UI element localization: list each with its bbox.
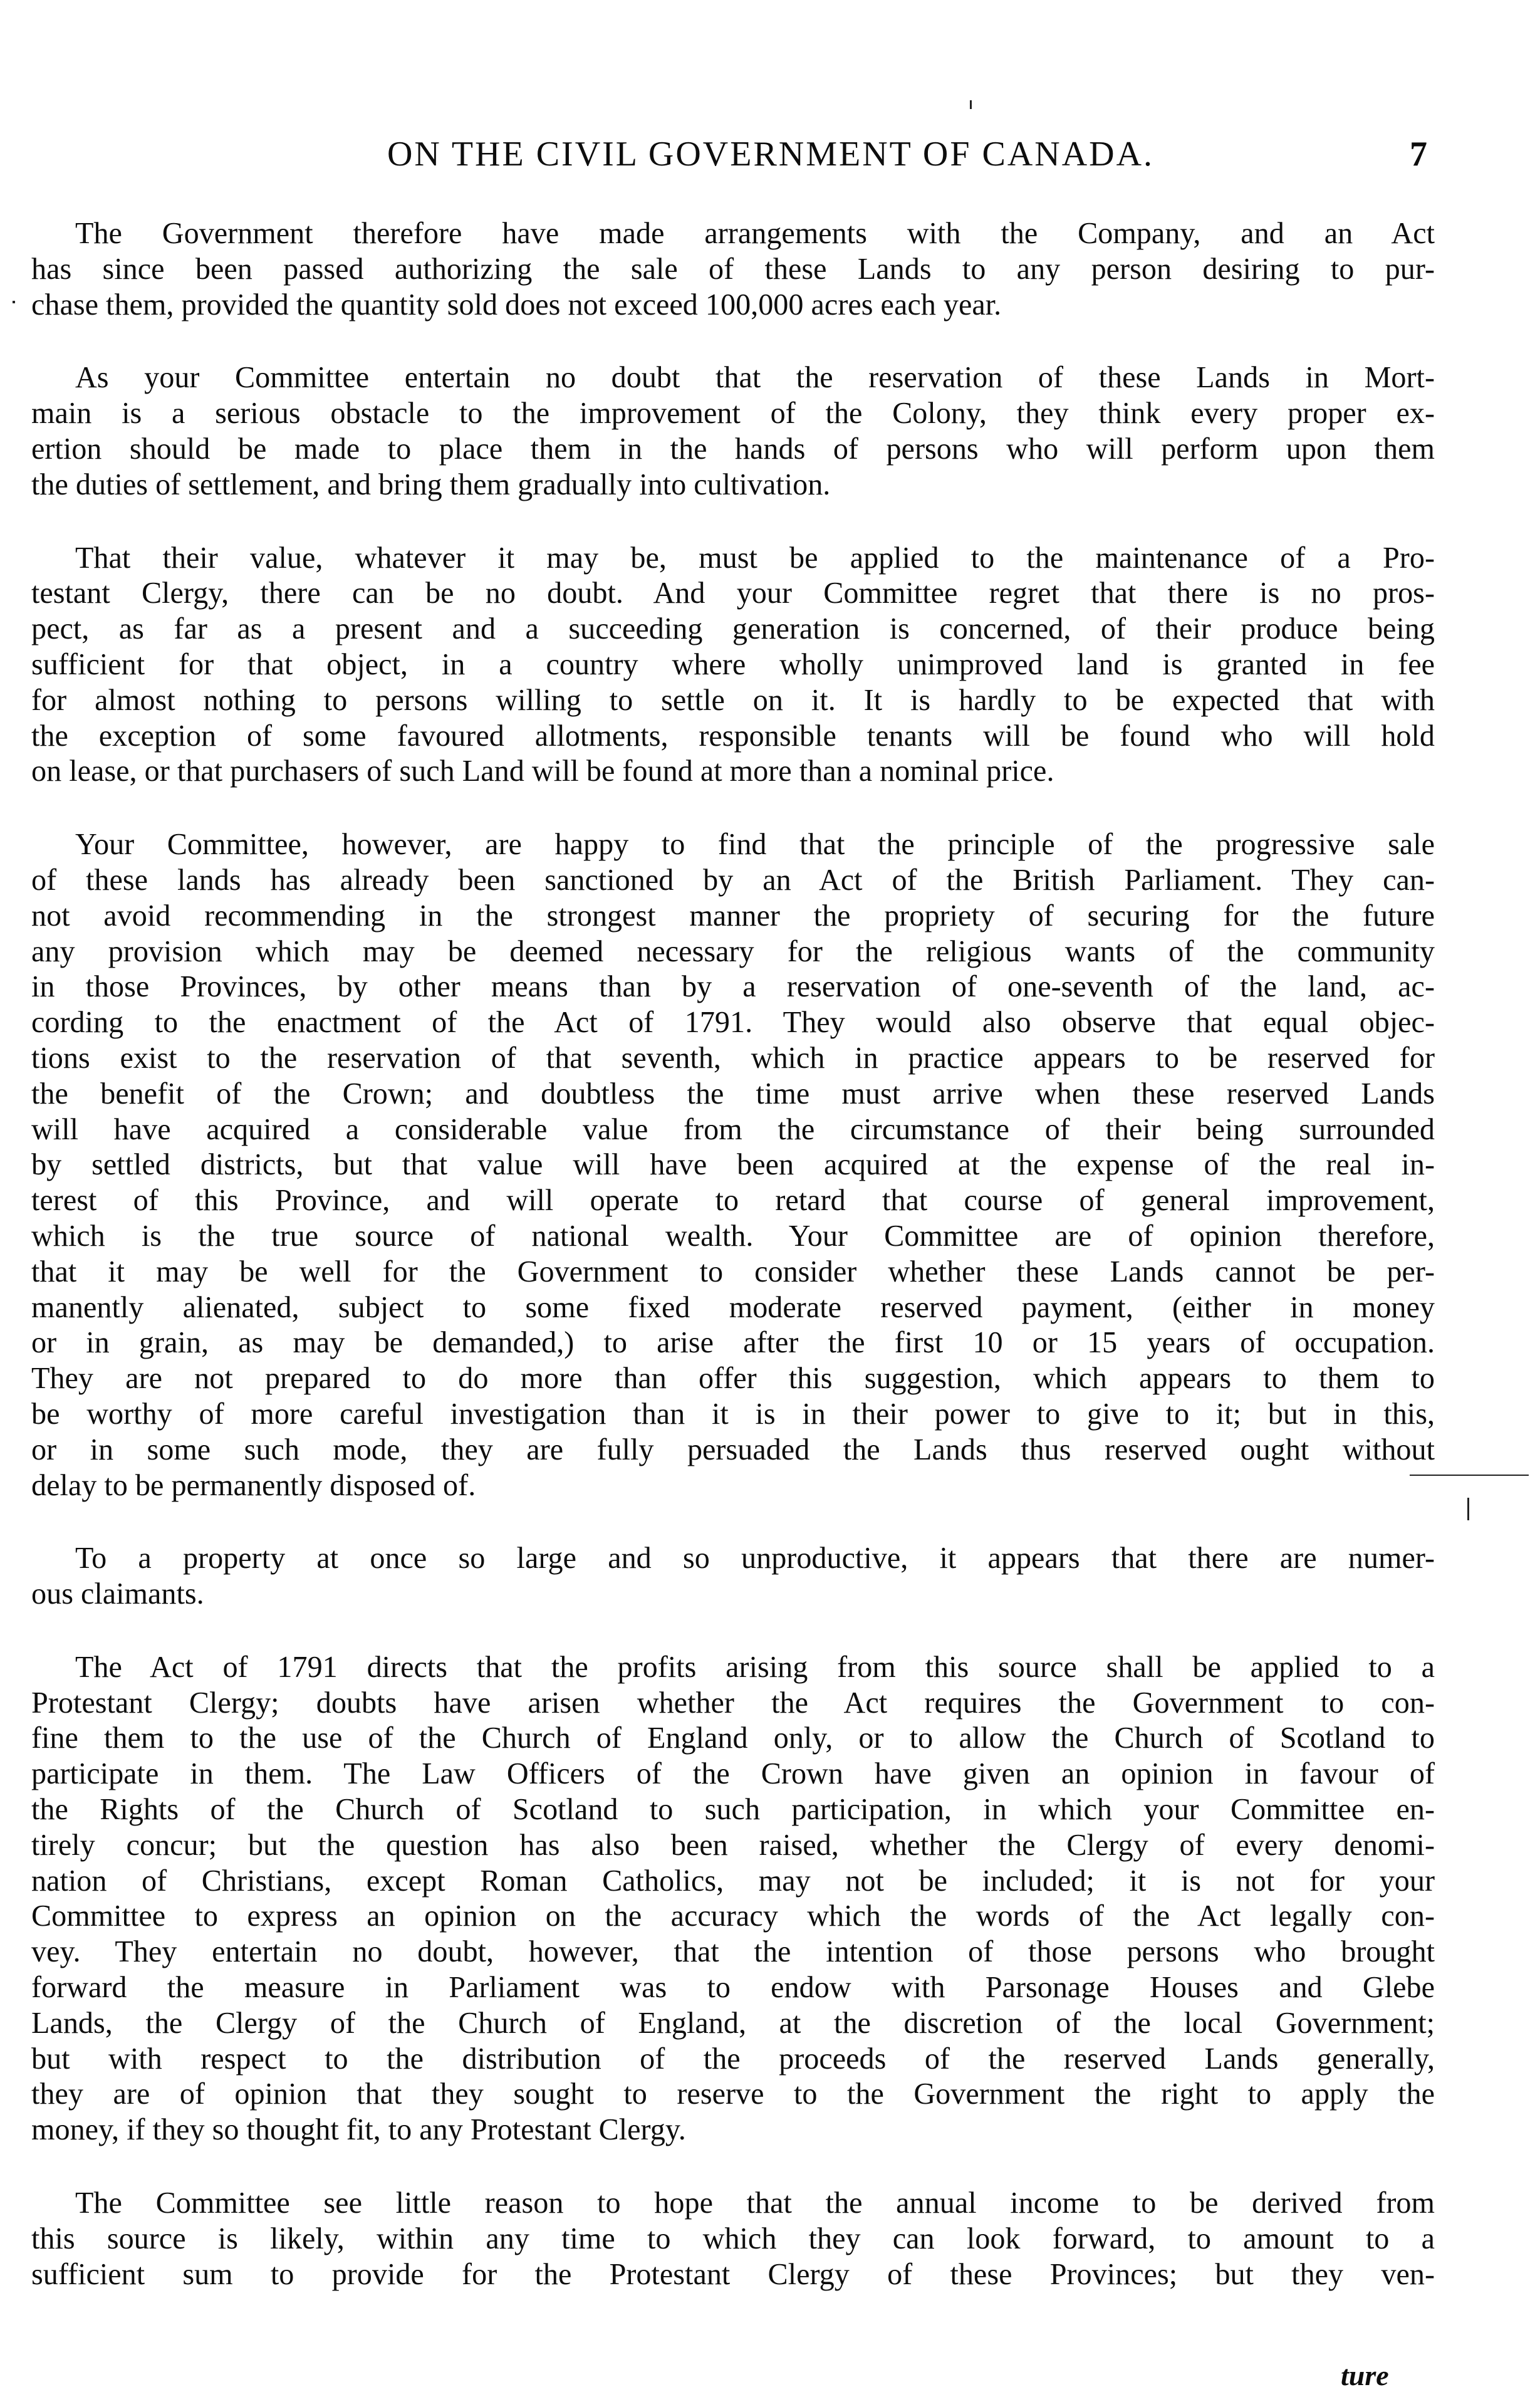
text-line: or in grain, as may be demanded,) to arise after the first 10 or 15 years of occupation. — [31, 1326, 1435, 1360]
text-line: chase them, provided the quantity sold does not exceed 100,000 acres each year. — [31, 288, 1002, 321]
paragraph — [31, 360, 1435, 503]
text-line: testant Clergy, there can be no doubt. And your Committee regret that there is no pros- — [31, 577, 1435, 610]
text-line: main is a serious obstacle to the improvement of the Colony, they think every proper ex- — [31, 397, 1435, 431]
text-line: vey. They entertain no doubt, however, that the intention of those persons who brought — [31, 1935, 1435, 1969]
text-line: or in some such mode, they are fully persuaded the Lands thus reserved ought without — [31, 1433, 1435, 1466]
text-line: Your Committee, however, are happy to find that the principle of the progressive sale — [75, 828, 1435, 862]
text-line: the duties of settlement, and bring them gradually into cultivation. — [31, 467, 831, 501]
text-line: forward the measure in Parliament was to endow with Parsonage Houses and Glebe — [31, 1971, 1435, 2005]
text-line: which is the true source of national wealth. Your Committee are of opinion therefore, — [31, 1219, 1435, 1253]
text-line: The Committee see little reason to hope that the annual income to be derived from — [75, 2186, 1435, 2220]
text-line: will have acquired a considerable value from the circumstance of their being surrounded — [31, 1112, 1435, 1146]
text-line: nation of Christians, except Roman Catholics, may not be included; it is not for your — [31, 1864, 1435, 1898]
text-line: ertion should be made to place them in the hands of persons who will perform upon them — [31, 432, 1435, 466]
text-line: not avoid recommending in the strongest manner the propriety of securing for the future — [31, 899, 1435, 932]
text-line: on lease, or that purchasers of such Land will be found at more than a nominal price. — [31, 755, 1054, 788]
text-line: money, if they so thought fit, to any Protestant Clergy. — [31, 2113, 686, 2147]
text-line: manently alienated, subject to some fixed moderate reserved payment, (either in money — [31, 1290, 1435, 1324]
text-line: any provision which may be deemed necessary for the religious wants of the community — [31, 934, 1435, 968]
catchword: ture — [1341, 2359, 1389, 2391]
text-line: Lands, the Clergy of the Church of England, at the discretion of the local Government; — [31, 2006, 1435, 2040]
paragraph — [31, 1541, 1435, 1612]
text-line: the exception of some favoured allotments, responsible tenants will be found who will hold — [31, 719, 1435, 753]
text-line: they are of opinion that they sought to reserve to the Government the right to apply the — [31, 2077, 1435, 2111]
text-line: As your Committee entertain no doubt that the reservation of these Lands in Mort- — [75, 361, 1435, 395]
stray-dot-mark — [1467, 1498, 1469, 1520]
text-line: in those Provinces, by other means than by a reservation of one-seventh of the land, ac- — [31, 970, 1435, 1004]
text-line: The Government therefore have made arrangements with the Company, and an Act — [75, 217, 1435, 250]
page-number: 7 — [1410, 135, 1427, 174]
paragraph — [31, 1650, 1435, 2148]
text-line: sufficient for that object, in a country where wholly unimproved land is granted in fee — [31, 647, 1435, 681]
text-line: the benefit of the Crown; and doubtless the time must arrive when these reserved Lands — [31, 1077, 1435, 1110]
paragraph — [31, 827, 1435, 1503]
text-line: That their value, whatever it may be, must be applied to the maintenance of a Pro- — [75, 541, 1435, 575]
text-line: that it may be well for the Government to consider whether these Lands cannot be per- — [31, 1255, 1435, 1288]
text-line: the Rights of the Church of Scotland to such participation, in which your Committee en- — [31, 1793, 1435, 1827]
stray-dot-mark — [13, 301, 15, 303]
text-line: sufficient sum to provide for the Protestant Clergy of these Provinces; but they ven- — [31, 2257, 1435, 2291]
text-line: this source is likely, within any time to which they can look forward, to amount to a — [31, 2222, 1435, 2255]
text-line: has since been passed authorizing the sale of these Lands to any person desiring to pur- — [31, 252, 1435, 286]
text-line: but with respect to the distribution of the proceeds of the reserved Lands generally, — [31, 2042, 1435, 2076]
stray-rule-mark — [1410, 1475, 1529, 1476]
text-line: participate in them. The Law Officers of the Crown have given an opinion in favour of — [31, 1757, 1435, 1791]
paragraph — [31, 2186, 1435, 2292]
text-line: by settled districts, but that value will have been acquired at the expense of the real in- — [31, 1148, 1435, 1182]
text-line: be worthy of more careful investigation than it is in their power to give to it; but in this, — [31, 1397, 1435, 1431]
text-line: for almost nothing to persons willing to settle on it. It is hardly to be expected that with — [31, 683, 1435, 717]
paragraph — [31, 541, 1435, 790]
running-head-title: ON THE CIVIL GOVERNMENT OF CANADA. — [387, 135, 1155, 174]
text-line: tions exist to the reservation of that seventh, which in practice appears to be reserved for — [31, 1041, 1435, 1075]
text-line: ous claimants. — [31, 1577, 204, 1611]
text-line: Committee to express an opinion on the accuracy which the words of the Act legally con- — [31, 1899, 1435, 1933]
text-line: pect, as far as a present and a succeeding generation is concerned, of their produce being — [31, 612, 1435, 646]
stray-dot-mark — [970, 100, 972, 109]
text-line: delay to be permanently disposed of. — [31, 1468, 476, 1502]
text-line: of these lands has already been sanctioned by an Act of the British Parliament. They can- — [31, 863, 1435, 897]
text-line: terest of this Province, and will operate to retard that course of general improvement, — [31, 1184, 1435, 1218]
text-line: Protestant Clergy; doubts have arisen whether the Act requires the Government to con- — [31, 1686, 1435, 1720]
body-text — [31, 216, 1435, 2292]
text-line: To a property at once so large and so unproductive, it appears that there are numer- — [75, 1542, 1435, 1575]
paragraph — [31, 216, 1435, 323]
text-line: The Act of 1791 directs that the profits arising from this source shall be applied to a — [75, 1650, 1435, 1684]
text-line: They are not prepared to do more than offer this suggestion, which appears to them to — [31, 1362, 1435, 1396]
text-line: tirely concur; but the question has also been raised, whether the Clergy of every denomi- — [31, 1828, 1435, 1862]
text-line: fine them to the use of the Church of England only, or to allow the Church of Scotland to — [31, 1721, 1435, 1755]
text-line: cording to the enactment of the Act of 1791. They would also observe that equal objec- — [31, 1006, 1435, 1040]
